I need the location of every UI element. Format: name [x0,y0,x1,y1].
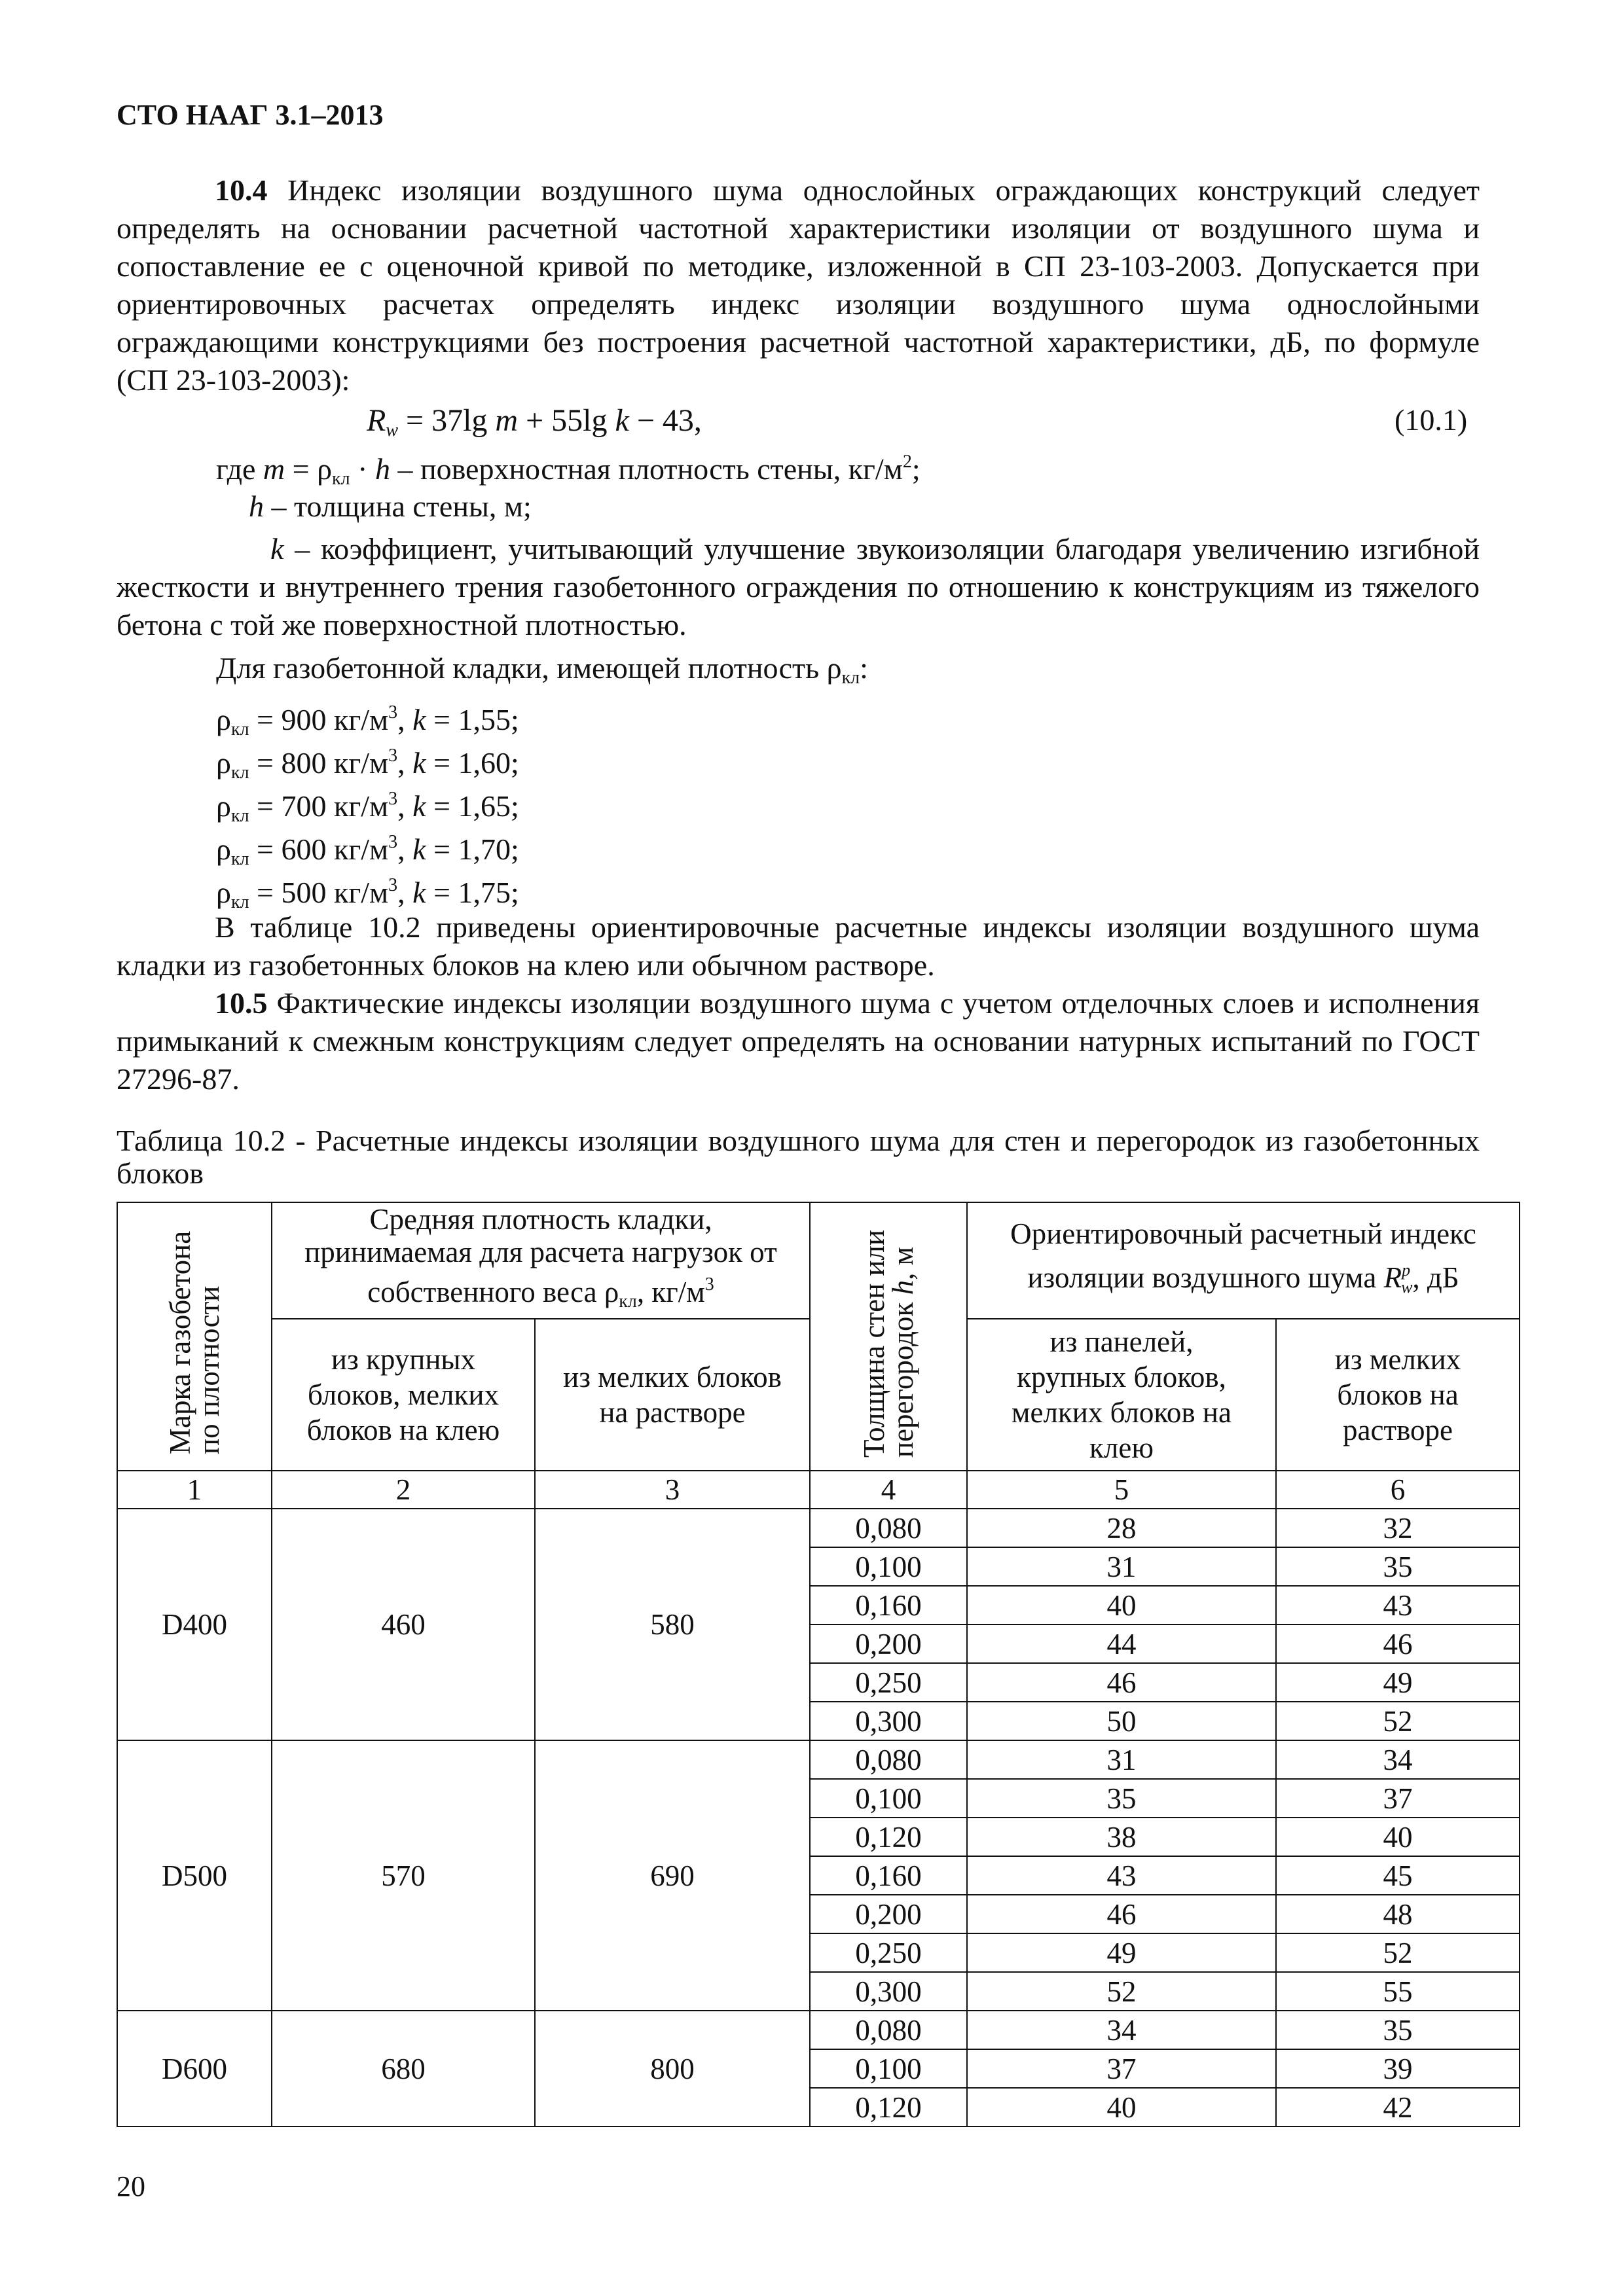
document-header: СТО НААГ 3.1–2013 [117,99,384,131]
page-number: 20 [117,2170,145,2202]
section-number: 10.5 [215,986,268,1020]
index-glue-cell: 31 [967,1740,1276,1779]
index-glue-cell: 46 [967,1895,1276,1933]
index-mortar-cell: 46 [1276,1624,1520,1663]
column-number: 5 [967,1471,1276,1509]
density-glue-cell: 680 [272,2011,535,2126]
column-numbers-row [117,1471,1520,1509]
table-caption: Таблица 10.2 - Расчетные индексы изоляции воздушного шума для стен и перегородок из газобетонных блоков [117,1124,1480,1190]
thickness-cell: 0,080 [810,1509,967,1547]
index-glue-cell: 28 [967,1509,1276,1547]
index-mortar-cell: 48 [1276,1895,1520,1933]
thickness-cell: 0,100 [810,1547,967,1586]
index-glue-cell: 46 [967,1663,1276,1702]
density-intro: Для газобетонной кладки, имеющей плотность $\rho_{кл}$: [216,651,868,688]
column-number: 6 [1276,1471,1520,1509]
density-item: $\rho_{кл} = 900$ $кг/м^3$, k = 1,55; [216,702,519,740]
header-index-glue: из панелей, крупных блоков, мелких блоков на клею [967,1319,1276,1471]
density-item: $\rho_{кл} = 800$ $кг/м^3$, k = 1,60; [216,745,519,783]
thickness-cell: 0,160 [810,1856,967,1895]
thickness-cell: 0,300 [810,1972,967,2011]
index-glue-cell: 52 [967,1972,1276,2011]
index-glue-cell: 31 [967,1547,1276,1586]
density-mortar-cell: 580 [535,1509,810,1740]
section-10-5 [117,984,1480,1098]
index-mortar-cell: 55 [1276,1972,1520,2011]
density-item: $\rho_{кл} = 700$ $кг/м^3$, k = 1,65; [216,789,519,826]
thickness-cell: 0,120 [810,2088,967,2126]
index-glue-cell: 40 [967,1586,1276,1624]
header-index-mortar: из мелких блоков на растворе [1276,1319,1520,1471]
table-row [117,1509,1520,1547]
index-mortar-cell: 52 [1276,1933,1520,1972]
index-mortar-cell: 52 [1276,1702,1520,1740]
section-text: Фактические индексы изоляции воздушного шума с учетом отделочных слоев и исполнения примыканий к смежным конструкциям следует определять на основании натурных испытаний по ГОСТ 27296-87. [117,986,1480,1096]
section-text: Индекс изоляции воздушного шума однослойных ограждающих конструкций следует определять на основании расчетной частотной характеристики изоляции от воздушного шума и сопоставление ее с оценочной кривой по методике, изложенной в СП 23-103-2003. Допускается при ориентировочных расчетах определять индекс изоляции воздушного шума однослойными ограждающими конструкциями без построения расчетной частотной характеристики, дБ, по формуле (СП 23-103-2003): [117,173,1480,397]
header-index-group: Ориентировочный расчетный индекс изоляции воздушного шума $R^p_w$, дБ [967,1202,1520,1319]
header-thickness: Толщина стен или перегородок h, м [810,1202,967,1471]
index-mortar-cell: 40 [1276,1818,1520,1856]
thickness-cell: 0,080 [810,1740,967,1779]
index-mortar-cell: 34 [1276,1740,1520,1779]
column-number: 1 [117,1471,272,1509]
density-glue-cell: 460 [272,1509,535,1740]
index-glue-cell: 40 [967,2088,1276,2126]
thickness-cell: 0,080 [810,2011,967,2049]
where-h-line: h – толщина стены, м; [249,490,532,523]
thickness-cell: 0,100 [810,1779,967,1818]
thickness-cell: 0,250 [810,1933,967,1972]
index-mortar-cell: 32 [1276,1509,1520,1547]
density-mortar-cell: 690 [535,1740,810,2011]
table-reference-paragraph: В таблице 10.2 приведены ориентировочные расчетные индексы изоляции воздушного шума кладки из газобетонных блоков на клею или обычном растворе. [117,910,1480,982]
thickness-cell: 0,160 [810,1586,967,1624]
density-item: $\rho_{кл} = 500$ $кг/м^3$, k = 1,75; [216,875,519,912]
index-mortar-cell: 35 [1276,1547,1520,1586]
index-mortar-cell: 35 [1276,2011,1520,2049]
density-item: $\rho_{кл} = 600$ $кг/м^3$, k = 1,70; [216,832,519,869]
section-number: 10.4 [215,173,268,207]
grade-cell: D500 [117,1740,272,2011]
header-grade: Марка газобетона по плотности [117,1202,272,1471]
index-mortar-cell: 42 [1276,2088,1520,2126]
index-glue-cell: 50 [967,1702,1276,1740]
column-number: 3 [535,1471,810,1509]
index-mortar-cell: 45 [1276,1856,1520,1895]
section-10-4 [117,171,1480,399]
index-glue-cell: 49 [967,1933,1276,1972]
index-glue-cell: 44 [967,1624,1276,1663]
index-mortar-cell: 39 [1276,2049,1520,2088]
index-mortar-cell: 37 [1276,1779,1520,1818]
density-glue-cell: 570 [272,1740,535,2011]
thickness-cell: 0,200 [810,1895,967,1933]
thickness-cell: 0,300 [810,1702,967,1740]
thickness-cell: 0,250 [810,1663,967,1702]
thickness-cell: 0,200 [810,1624,967,1663]
table-row [117,1740,1520,1779]
thickness-cell: 0,120 [810,1818,967,1856]
index-glue-cell: 37 [967,2049,1276,2088]
formula-10-1: $R_w = 37\lg$ m + 55lg k − 43, [367,403,702,440]
index-mortar-cell: 43 [1276,1586,1520,1624]
table-row [117,2011,1520,2049]
index-glue-cell: 43 [967,1856,1276,1895]
thickness-cell: 0,100 [810,2049,967,2088]
where-k-line: k – коэффициент, учитывающий улучшение звукоизоляции благодаря увеличению изгибной жесткости и внутреннего трения газобетонного ограждения по отношению к конструкциям из тяжелого бетона с той же поверхностной плотностью. [117,532,1480,641]
header-density-group: Средняя плотность кладки, принимаемая для расчета нагрузок от собственного веса $\rho_{кл}$, $кг/м^3$ [272,1202,810,1319]
noise-insulation-table [117,1202,1520,2127]
formula-number: (10.1) [1395,403,1468,437]
index-glue-cell: 34 [967,2011,1276,2049]
where-m-line: где $m = \rho_{кл} \cdot h$ – поверхностная плотность стены, $кг/м^2$; [216,452,921,489]
header-dens-glue: из крупных блоков, мелких блоков на клею [272,1319,535,1471]
index-glue-cell: 38 [967,1818,1276,1856]
index-mortar-cell: 49 [1276,1663,1520,1702]
column-number: 2 [272,1471,535,1509]
header-dens-mortar: из мелких блоков на растворе [535,1319,810,1471]
grade-cell: D400 [117,1509,272,1740]
column-number: 4 [810,1471,967,1509]
grade-cell: D600 [117,2011,272,2126]
density-mortar-cell: 800 [535,2011,810,2126]
index-glue-cell: 35 [967,1779,1276,1818]
